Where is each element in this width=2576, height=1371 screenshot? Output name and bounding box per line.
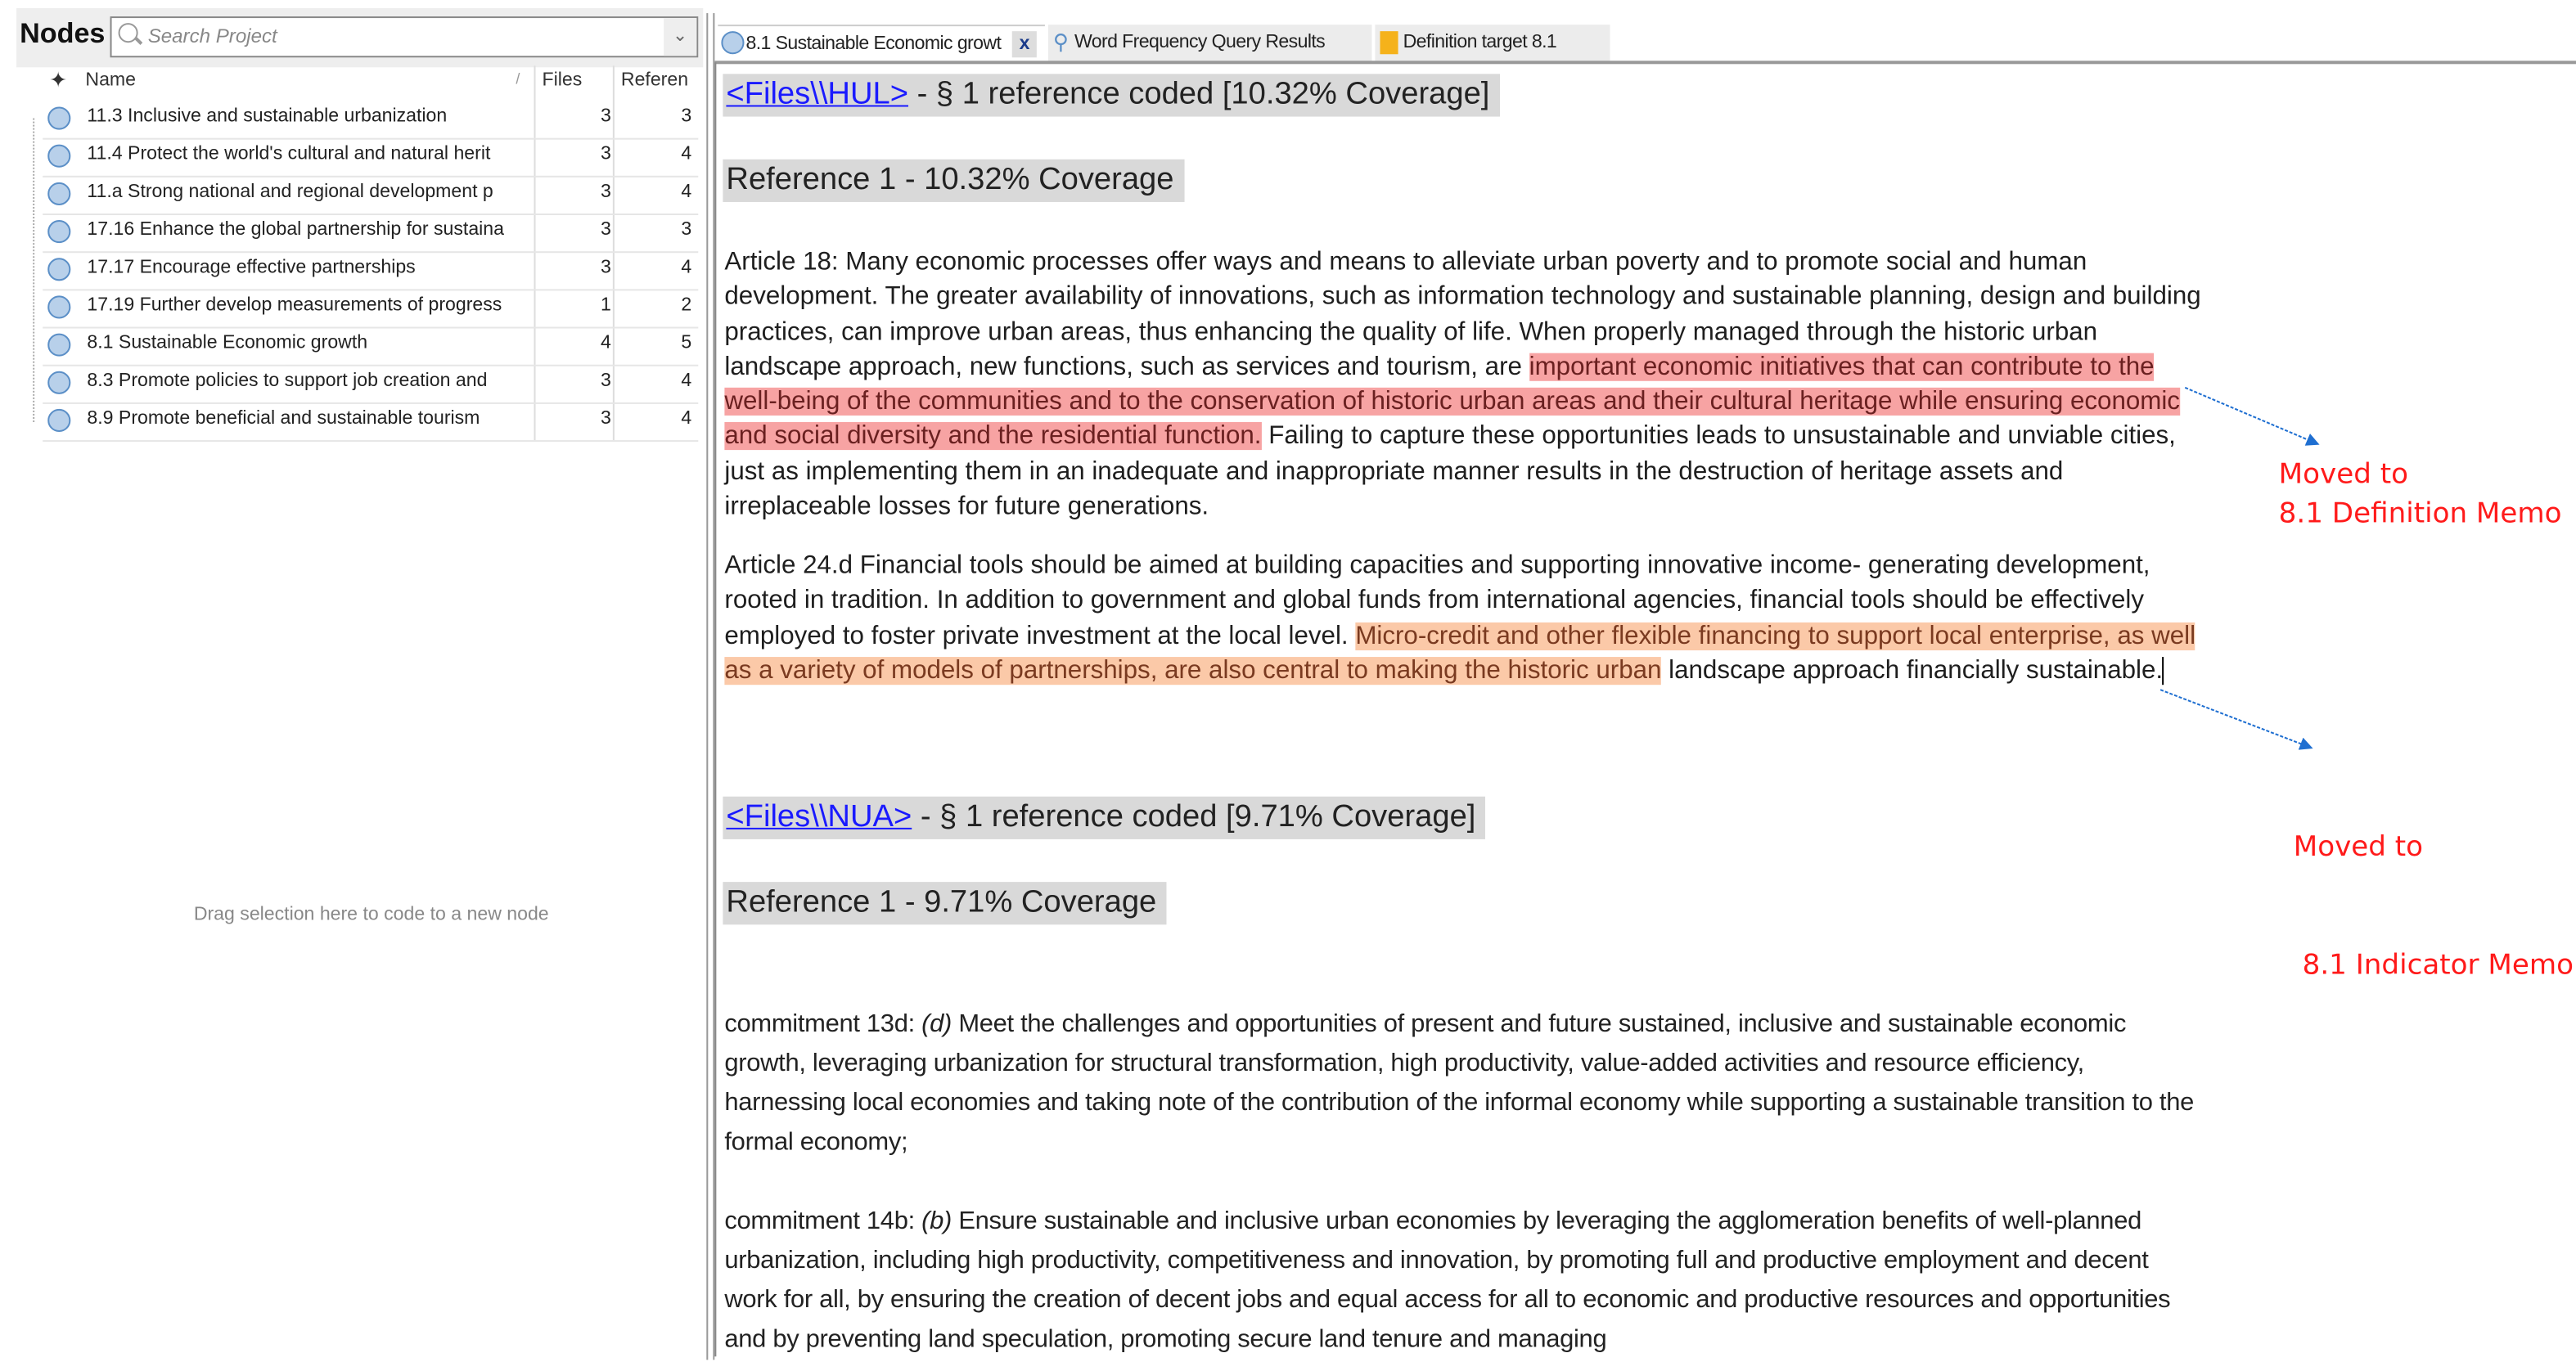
node-references: 4 bbox=[681, 371, 692, 391]
commitment-marker: (d) bbox=[921, 1009, 952, 1038]
source-summary: - § 1 reference coded [9.71% Coverage] bbox=[912, 799, 1476, 834]
commitment-label: commitment 13d: bbox=[724, 1009, 922, 1038]
commitment-text: Meet the challenges and opportunities of present and future sustained, inclusive and sustainable economic growth, leveraging urbanization for structural transformation, high productivity, value-added activities and resource efficiency, harnessing local economies and taking note of the contribution of the informal economy while supporting a sustainable transition to the formal economy; bbox=[724, 1009, 2194, 1157]
node-files: 3 bbox=[601, 106, 611, 127]
column-references[interactable]: Referen bbox=[620, 70, 689, 91]
source-link-hul[interactable]: <Files\\HUL> bbox=[726, 77, 909, 112]
query-icon: ⚲ bbox=[1052, 29, 1069, 55]
arrow-to-definition-memo bbox=[2185, 388, 2317, 443]
pin-icon[interactable]: ✦ bbox=[49, 67, 68, 92]
nodes-title: Nodes bbox=[20, 18, 106, 50]
node-references: 4 bbox=[681, 408, 692, 429]
node-references: 3 bbox=[681, 220, 692, 240]
reference-header: Reference 1 - 10.32% Coverage bbox=[723, 160, 1183, 202]
source-link-nua[interactable]: <Files\\NUA> bbox=[726, 799, 912, 834]
node-name: 11.3 Inclusive and sustainable urbanization bbox=[87, 106, 448, 127]
sort-indicator-icon: / bbox=[516, 70, 520, 88]
node-references: 4 bbox=[681, 258, 692, 278]
highlighted-text-red[interactable]: important economic initiatives that can contribute to the well-being of the communities and to the conservation of historic urban areas and their cultural heritage while ensuring economic and social diversity and the residential function. bbox=[724, 353, 2180, 452]
node-references: 3 bbox=[681, 106, 692, 127]
annotation-definition-memo bbox=[2279, 455, 2562, 533]
highlighted-text-orange[interactable]: Micro-credit and other flexible financing to support local enterprise, as well as a variety of models of partnerships, are also central to making the historic urban bbox=[724, 622, 2196, 685]
node-files: 4 bbox=[601, 333, 611, 353]
annotation-line: Moved to bbox=[2278, 458, 2409, 492]
search-placeholder: Search Project bbox=[147, 25, 277, 48]
chevron-down-icon[interactable]: ⌄ bbox=[664, 18, 696, 56]
tab-label: Word Frequency Query Results bbox=[1074, 33, 1326, 53]
node-files: 3 bbox=[601, 182, 611, 202]
node-references: 5 bbox=[681, 333, 692, 353]
node-name: 8.3 Promote policies to support job creation and bbox=[87, 371, 488, 391]
node-name: 17.19 Further develop measurements of progress bbox=[87, 295, 502, 316]
paragraph-text: landscape approach financially sustainable. bbox=[1661, 656, 2164, 685]
node-name: 11.a Strong national and regional development p bbox=[87, 182, 493, 202]
paragraph-text: Article 24.d Financial tools should be aimed at building capacities and supporting innovative income- generating development, rooted in tradition. In addition to government and global funds from international agencies, financial tools should be effectively employed to foster private investment at the local level. bbox=[724, 551, 2150, 650]
tab-label: 8.1 Sustainable Economic growt bbox=[745, 34, 1002, 55]
annotation-line: Moved to bbox=[2293, 830, 2424, 865]
column-name[interactable]: Name bbox=[85, 70, 137, 91]
node-name: 11.4 Protect the world's cultural and natural herit bbox=[87, 144, 491, 164]
node-files: 3 bbox=[601, 144, 611, 164]
reference-header: Reference 1 - 9.71% Coverage bbox=[723, 882, 1166, 924]
paragraph-text: Failing to capture these opportunities leads to unsustainable and unviable cities, just as implementing them in an inadequate and inappropriate manner results in the destruction of heritage assets and irreplaceable losses for future generations. bbox=[724, 422, 2176, 521]
commitment-text: Ensure sustainable and inclusive urban economies by leveraging the agglomeration benefits of well-planned urbanization, including high productivity, competitiveness and innovation, by promoting full and productive employment and decent work for all, by ensuring the creation of decent jobs and equal access for all to economic and productive resources and opportunities and by preventing land speculation, promoting secure land tenure and managing bbox=[724, 1207, 2171, 1354]
annotation-line: 8.1 Definition Memo bbox=[2278, 497, 2562, 531]
node-name: 17.16 Enhance the global partnership for sustaina bbox=[87, 220, 505, 240]
node-references: 2 bbox=[681, 295, 692, 316]
node-references: 4 bbox=[681, 144, 692, 164]
close-icon[interactable]: x bbox=[1012, 31, 1037, 57]
column-files[interactable]: Files bbox=[542, 70, 583, 91]
drag-hint: Drag selection here to code to a new node bbox=[193, 905, 549, 925]
annotation-line: 8.1 Indicator Memo bbox=[2293, 949, 2574, 982]
node-name: 8.1 Sustainable Economic growth bbox=[87, 333, 368, 353]
node-files: 3 bbox=[601, 371, 611, 391]
node-files: 3 bbox=[601, 220, 611, 240]
commitment-label: commitment 14b: bbox=[724, 1207, 922, 1235]
arrow-to-indicator-memo bbox=[2160, 690, 2310, 747]
node-name: 8.9 Promote beneficial and sustainable tourism bbox=[87, 408, 480, 429]
node-references: 4 bbox=[681, 182, 692, 202]
tab-label: Definition target 8.1 bbox=[1403, 33, 1557, 53]
node-name: 17.17 Encourage effective partnerships bbox=[87, 258, 416, 278]
annotation-indicator-memo bbox=[2294, 749, 2574, 1064]
source-summary: - § 1 reference coded [10.32% Coverage] bbox=[908, 77, 1490, 112]
node-files: 3 bbox=[601, 408, 611, 429]
commitment-marker: (b) bbox=[921, 1207, 952, 1235]
node-files: 1 bbox=[601, 295, 611, 316]
paragraph-text: Article 18: Many economic processes offer ways and means to alleviate urban poverty and to promote social and human development. The greater availability of innovations, such as information technology and sustainable planning, design and building practices, can improve urban areas, thus enhancing the quality of life. When properly managed through the historic urban landscape approach, new functions, such as services and tourism, are bbox=[724, 248, 2201, 381]
node-files: 3 bbox=[601, 258, 611, 278]
